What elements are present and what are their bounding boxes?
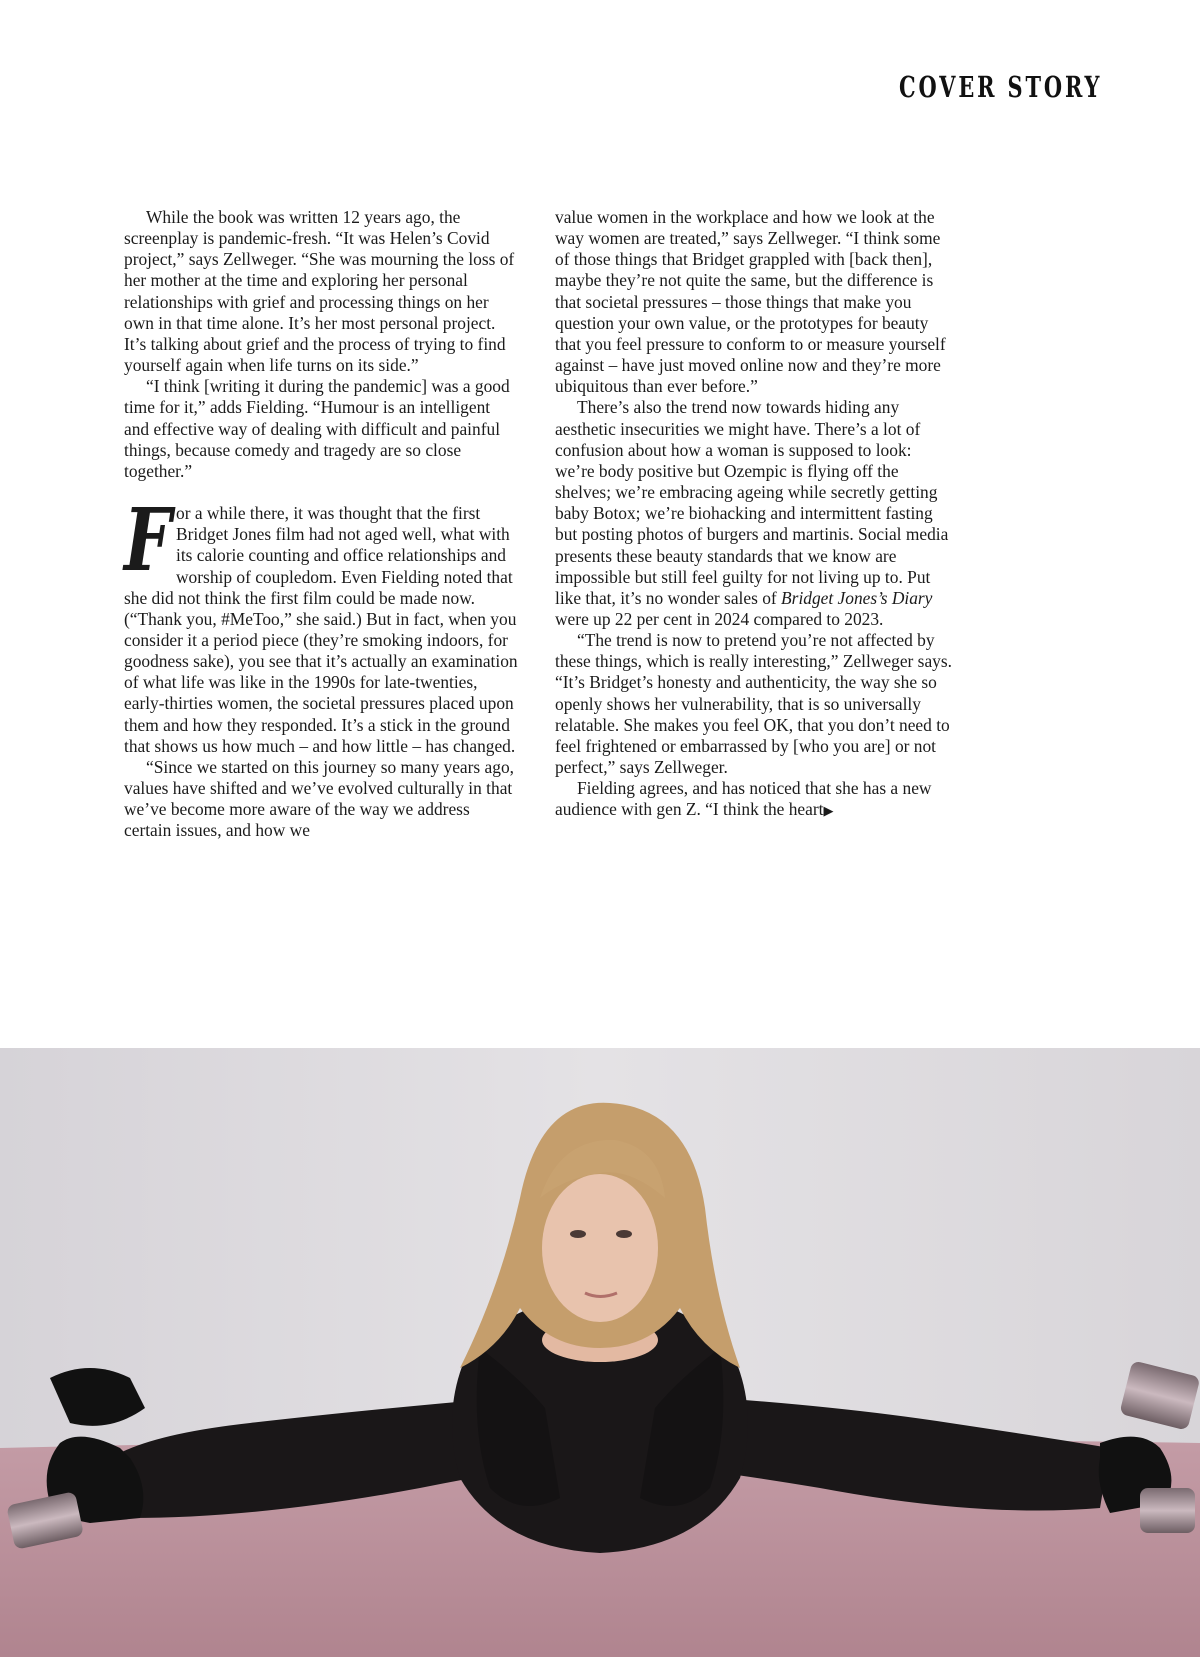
paragraph-text: were up 22 per cent in 2024 compared to 2023.	[555, 608, 884, 629]
paragraph: “Since we started on this journey so many years ago, values have shifted and we’ve evolved culturally in that we’ve become more aware of the way we address certain issues, and how we	[124, 756, 515, 841]
paragraph	[555, 397, 955, 630]
article-column-left	[124, 207, 519, 842]
article-column-right	[555, 207, 955, 822]
face	[542, 1174, 658, 1322]
photo-illustration	[0, 1048, 1200, 1657]
section-label: COVER STORY	[898, 70, 1102, 104]
right-eye	[616, 1230, 632, 1238]
paragraph-text: Fielding agrees, and has noticed that she has a new audience with gen Z. “I think the heart	[555, 778, 932, 820]
continue-arrow-icon: ▶	[823, 803, 834, 819]
book-title: Bridget Jones’s Diary	[781, 587, 933, 608]
paragraph: value women in the workplace and how we look at the way women are treated,” says Zellweger. “I think some of those things that Bridget grappled with [back then], maybe they’re not quite the same, but the difference is that societal pressures – those things that make you question your own value, or the prototypes for beauty that you feel pressure to conform to or measure yourself against – have just moved online now and they’re more ubiquitous than ever before.”	[555, 207, 946, 397]
left-eye	[570, 1230, 586, 1238]
paragraph	[555, 778, 955, 821]
paragraph-text: or a while there, it was thought that the first Bridget Jones film had not aged well, what with its calorie counting and office relationships and worship of coupledom. Even Fielding noted that she did not think the first film could be made now. (“Thank you, #MeToo,” she said.) But in fact, when you consider it a period piece (they’re smoking indoors, for goodness sake), you see that it’s actually an examination of what life was like in the 1990s for late-twenties, early-thirties women, the societal pressures placed upon them and how they responded. It’s a stick in the ground that shows us how much – and how little – has changed.	[124, 503, 518, 756]
drop-cap: F	[124, 490, 172, 592]
right-heel-lower	[1140, 1488, 1195, 1533]
paragraph: “The trend is now to pretend you’re not affected by these things, which is really interesting,” Zellweger says. “It’s Bridget’s honesty and authenticity, the way she so openly shows her vulnerability, that is so universally relatable. She makes you feel OK, that you don’t need to feel frightened or embarrassed by [who you are] or not perfect,” says Zellweger.	[555, 630, 952, 778]
paragraph-text: There’s also the trend now towards hiding any aesthetic insecurities we might have. There’s a lot of confusion about how a woman is supposed to look: we’re body positive but Ozempic is flying off the shelves; we’re embracing ageing while secretly getting baby Botox; we’re biohacking and intermittent fasting but posting photos of burgers and martinis. Social media presents these beauty standards that we know are impossible but still feel guilty for not living up to. Put like that, it’s no wonder sales of	[555, 397, 949, 608]
paragraph: “I think [writing it during the pandemic] was a good time for it,” adds Fielding. “Humour is an intelligent and effective way of dealing with difficult and painful things, because comedy and tragedy are so close together.”	[124, 376, 510, 481]
cover-photo	[0, 1048, 1200, 1657]
paragraph: While the book was written 12 years ago, the screenplay is pandemic-fresh. “It was Helen’s Covid project,” says Zellweger. “She was mourning the loss of her mother at the time and exploring her personal relationships with grief and processing things on her own in that time alone. It’s her most personal project. It’s talking about grief and the process of trying to find yourself again when life turns on its side.”	[124, 207, 515, 376]
paragraph-dropcap	[124, 490, 519, 757]
